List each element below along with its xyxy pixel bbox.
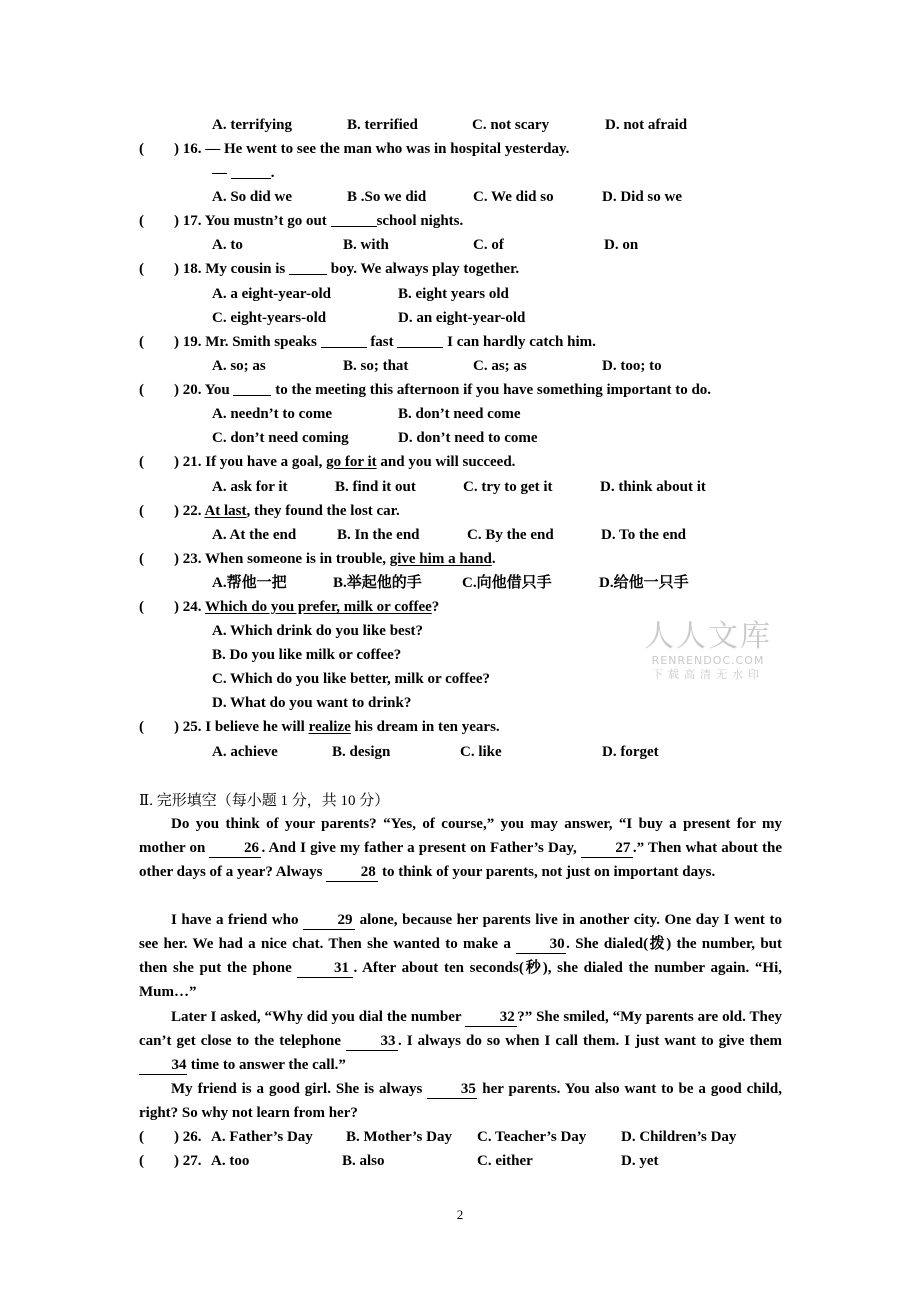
q22-option-c: C. By the end bbox=[467, 527, 554, 543]
q19-paren: ( bbox=[139, 334, 144, 350]
q19-option-b: B. so; that bbox=[343, 358, 409, 374]
q18-option-b: B. eight years old bbox=[398, 286, 509, 302]
q19-option-d: D. too; to bbox=[602, 358, 662, 374]
passage-paragraph-1: Do you think of your parents? “Yes, of course,” you may answer, “I buy a present for my mother on 26 . And I give my father a present on Father’s Day, 27 .” Then what about the other days of a year? Always 28 to think of your parents, not just on important days. bbox=[139, 816, 783, 881]
q23-paren: ( bbox=[139, 551, 144, 567]
q20-option-d: D. don’t need to come bbox=[398, 430, 538, 446]
blank-31: 31 bbox=[297, 959, 353, 978]
q25-option-c: C. like bbox=[460, 744, 502, 760]
q20-option-b: B. don’t need come bbox=[398, 406, 521, 422]
q26-number: ) 26. bbox=[174, 1129, 202, 1145]
q20-option-a: A. needn’t to come bbox=[212, 406, 332, 422]
q16-paren: ( bbox=[139, 141, 144, 157]
q23-question: ) 23. When someone is in trouble, give him a hand. bbox=[174, 551, 496, 567]
q27-number: ) 27. bbox=[174, 1153, 202, 1169]
q17-option-a: A. to bbox=[212, 237, 243, 253]
q18-option-c: C. eight-years-old bbox=[212, 310, 327, 326]
q24-question: ) 24. Which do you prefer, milk or coffee? bbox=[174, 599, 440, 615]
q24-option-b: B. Do you like milk or coffee? bbox=[212, 647, 402, 663]
blank-33: 33 bbox=[346, 1032, 398, 1051]
watermark-tagline: 下载高清无水印 bbox=[652, 668, 764, 681]
blank-27: 27 bbox=[581, 839, 633, 858]
q18-option-d: D. an eight-year-old bbox=[398, 310, 526, 326]
q19-question: ) 19. Mr. Smith speaks fast I can hardly catch him. bbox=[174, 334, 596, 350]
q17-paren: ( bbox=[139, 213, 144, 229]
q26-paren: ( bbox=[139, 1129, 144, 1145]
q27-option-c: C. either bbox=[477, 1153, 533, 1169]
q22-option-b: B. In the end bbox=[337, 527, 420, 543]
q23-option-c: C.向他借只手 bbox=[462, 575, 552, 591]
q16-option-b: B .So we did bbox=[347, 189, 427, 205]
q19-option-c: C. as; as bbox=[473, 358, 527, 374]
q25-question: ) 25. I believe he will realize his dream in ten years. bbox=[174, 719, 500, 735]
q23-option-b: B.举起他的手 bbox=[333, 575, 422, 591]
q22-option-d: D. To the end bbox=[601, 527, 687, 543]
q24-option-d: D. What do you want to drink? bbox=[212, 695, 412, 711]
q21-question: ) 21. If you have a goal, go for it and you will succeed. bbox=[174, 454, 516, 470]
blank-26: 26 bbox=[209, 839, 261, 858]
watermark-domain: RENRENDOC.COM bbox=[651, 654, 765, 667]
q16-option-d: D. Did so we bbox=[602, 189, 683, 205]
passage-paragraph-2: I have a friend who 29 alone, because her parents live in another city. One day I went to see her. We had a nice chat. Then she wanted to make a 30 . She dialed(拨) the number, but then she put the phone 31 . After about ten seconds(秒), she dialed the number again. “Hi, Mum…” bbox=[139, 912, 783, 1001]
page-number: 2 bbox=[456, 1207, 464, 1222]
q15-option-d: D. not afraid bbox=[605, 117, 688, 133]
q21-option-a: A. ask for it bbox=[212, 479, 288, 495]
q15-option-c: C. not scary bbox=[472, 117, 550, 133]
blank-30: 30 bbox=[516, 935, 566, 954]
q27-option-b: B. also bbox=[342, 1153, 385, 1169]
q26-option-d: D. Children’s Day bbox=[621, 1129, 737, 1145]
q23-option-a: A.帮他一把 bbox=[212, 575, 287, 591]
q21-option-d: D. think about it bbox=[600, 479, 706, 495]
q23-option-d: D.给他一只手 bbox=[599, 575, 689, 591]
q17-option-c: C. of bbox=[473, 237, 504, 253]
q20-option-c: C. don’t need coming bbox=[212, 430, 349, 446]
q25-paren: ( bbox=[139, 719, 144, 735]
q25-option-a: A. achieve bbox=[212, 744, 278, 760]
section-heading: Ⅱ. 完形填空（每小题 1 分，共 10 分） bbox=[139, 793, 390, 809]
q18-paren: ( bbox=[139, 261, 144, 277]
passage-paragraph-4: My friend is a good girl. She is always 35 her parents. You also want to be a good child, right? So why not learn from her? bbox=[139, 1081, 783, 1122]
q25-option-d: D. forget bbox=[602, 744, 659, 760]
q18-option-a: A. a eight-year-old bbox=[212, 286, 332, 302]
q26-option-a: A. Father’s Day bbox=[211, 1129, 313, 1145]
q24-paren: ( bbox=[139, 599, 144, 615]
q27-paren: ( bbox=[139, 1153, 144, 1169]
q20-paren: ( bbox=[139, 382, 144, 398]
q17-question: ) 17. You mustn’t go out school nights. bbox=[174, 213, 464, 229]
q18-question: ) 18. My cousin is boy. We always play together. bbox=[174, 261, 520, 277]
q19-option-a: A. so; as bbox=[212, 358, 266, 374]
watermark-title: 人人文库 bbox=[644, 619, 772, 654]
q25-option-b: B. design bbox=[332, 744, 391, 760]
q22-option-a: A. At the end bbox=[212, 527, 297, 543]
q16-option-a: A. So did we bbox=[212, 189, 293, 205]
q17-option-b: B. with bbox=[343, 237, 389, 253]
blank-35: 35 bbox=[427, 1080, 477, 1099]
watermark-logo bbox=[640, 620, 776, 682]
q16-reply: — . bbox=[212, 165, 275, 181]
q15-option-b: B. terrified bbox=[347, 117, 418, 133]
q22-paren: ( bbox=[139, 503, 144, 519]
blank-29: 29 bbox=[303, 911, 355, 930]
q16-option-c: C. We did so bbox=[473, 189, 554, 205]
q15-option-a: A. terrifying bbox=[212, 117, 292, 133]
passage-paragraph-3: Later I asked, “Why did you dial the number 32 ?” She smiled, “My parents are old. They can’t get close to the telephone 33 . I always do so when I call them. I just want to give them 34 time to answer the call.” bbox=[139, 1009, 782, 1074]
q27-option-a: A. too bbox=[211, 1153, 250, 1169]
q16-question: ) 16. — He went to see the man who was in hospital yesterday. bbox=[174, 141, 570, 157]
blank-34: 34 bbox=[139, 1056, 187, 1075]
blank-28: 28 bbox=[326, 863, 378, 882]
q24-option-c: C. Which do you like better, milk or coffee? bbox=[212, 671, 491, 687]
q24-option-a: A. Which drink do you like best? bbox=[212, 623, 424, 639]
q21-paren: ( bbox=[139, 454, 144, 470]
q17-option-d: D. on bbox=[604, 237, 639, 253]
q21-option-b: B. find it out bbox=[335, 479, 416, 495]
q20-question: ) 20. You to the meeting this afternoon if you have something important to do. bbox=[174, 382, 712, 398]
q26-option-c: C. Teacher’s Day bbox=[477, 1129, 587, 1145]
q21-option-c: C. try to get it bbox=[463, 479, 553, 495]
q22-question: ) 22. At last, they found the lost car. bbox=[174, 503, 400, 519]
q27-option-d: D. yet bbox=[621, 1153, 659, 1169]
blank-32: 32 bbox=[465, 1008, 517, 1027]
q26-option-b: B. Mother’s Day bbox=[346, 1129, 452, 1145]
